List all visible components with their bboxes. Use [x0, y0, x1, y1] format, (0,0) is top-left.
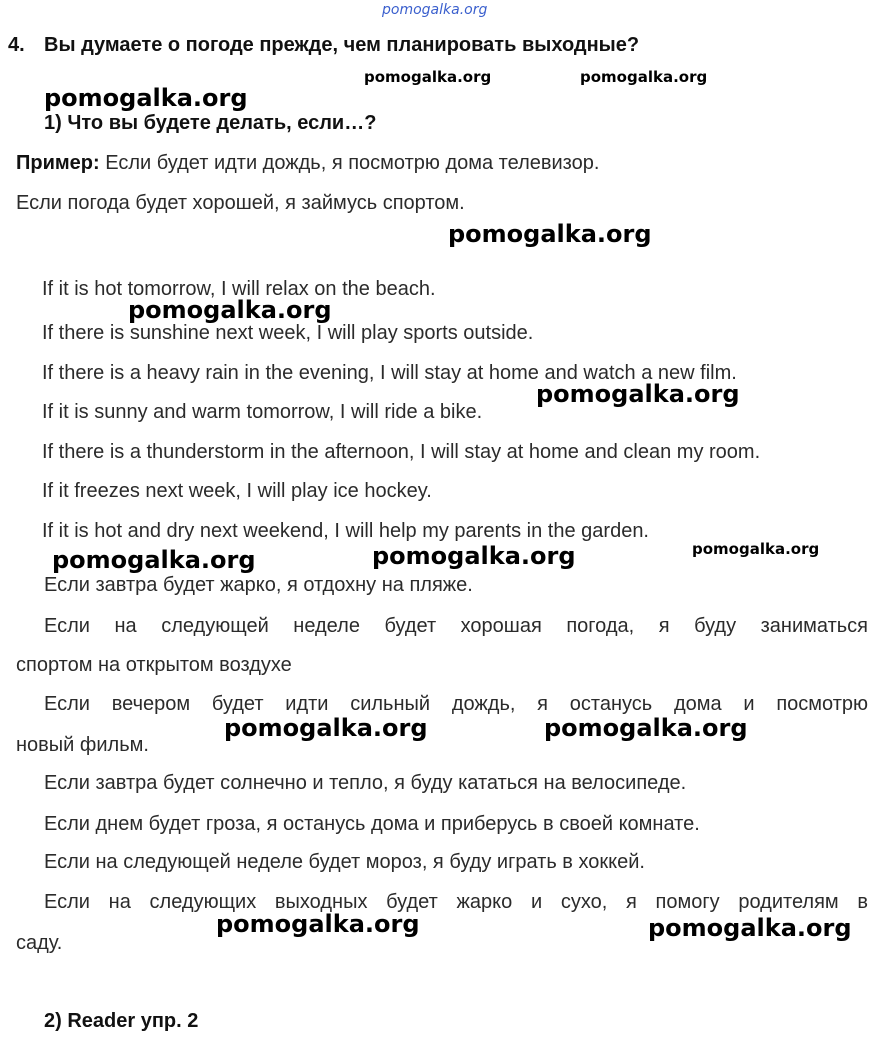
watermark: pomogalka.org — [364, 68, 492, 86]
watermark: pomogalka.org — [44, 84, 248, 112]
russian-sentence: Если днем будет гроза, я останусь дома и приберусь в своей комнате. — [44, 813, 700, 835]
watermark: pomogalka.org — [536, 380, 740, 408]
english-sentence: If there is sunshine next week, I will play sports outside. — [42, 322, 534, 344]
example-text: Если будет идти дождь, я посмотрю дома телевизор. — [99, 152, 600, 174]
russian-sentence: Если на следующей неделе будет хорошая погода, я буду заниматься — [44, 615, 868, 637]
russian-sentence: Если на следующих выходных будет жарко и сухо, я помогу родителям в — [44, 891, 868, 913]
russian-sentence: Если завтра будет жарко, я отдохну на пляже. — [44, 574, 473, 596]
watermark-top: pomogalka.org — [382, 2, 488, 18]
watermark: pomogalka.org — [580, 68, 708, 86]
subtask-2-title: 2) Reader упр. 2 — [44, 1010, 199, 1032]
watermark: pomogalka.org — [224, 714, 428, 742]
english-sentence: If it is hot tomorrow, I will relax on the beach. — [42, 278, 436, 300]
english-sentence: If it freezes next week, I will play ice hockey. — [42, 480, 432, 502]
russian-sentence-cont: саду. — [16, 932, 63, 954]
watermark: pomogalka.org — [544, 714, 748, 742]
english-sentence: If it is hot and dry next weekend, I will help my parents in the garden. — [42, 520, 649, 542]
english-sentence: If there is a thunderstorm in the afternoon, I will stay at home and clean my room. — [42, 441, 761, 463]
watermark: pomogalka.org — [52, 546, 256, 574]
watermark: pomogalka.org — [128, 296, 332, 324]
example-line-1 — [16, 152, 599, 175]
watermark: pomogalka.org — [216, 910, 420, 938]
russian-sentence: Если на следующей неделе будет мороз, я буду играть в хоккей. — [44, 851, 645, 873]
russian-sentence: Если завтра будет солнечно и тепло, я буду кататься на велосипеде. — [44, 772, 687, 794]
russian-sentence: Если вечером будет идти сильный дождь, я останусь дома и посмотрю — [44, 693, 868, 715]
english-sentence: If it is sunny and warm tomorrow, I will ride a bike. — [42, 401, 483, 423]
english-sentence: If there is a heavy rain in the evening, I will stay at home and watch a new film. — [42, 362, 737, 384]
exercise-number: 4. — [8, 34, 25, 56]
exercise-question: Вы думаете о погоде прежде, чем планировать выходные? — [44, 34, 640, 56]
example-line-2: Если погода будет хорошей, я займусь спортом. — [16, 192, 465, 214]
russian-sentence-cont: спортом на открытом воздухе — [16, 654, 292, 676]
watermark: pomogalka.org — [692, 540, 820, 558]
example-label: Пример: — [16, 152, 100, 174]
russian-sentence-cont: новый фильм. — [16, 734, 149, 756]
watermark: pomogalka.org — [372, 542, 576, 570]
subtask-1-title: 1) Что вы будете делать, если…? — [44, 112, 377, 134]
watermark: pomogalka.org — [448, 220, 652, 248]
watermark: pomogalka.org — [648, 914, 852, 942]
